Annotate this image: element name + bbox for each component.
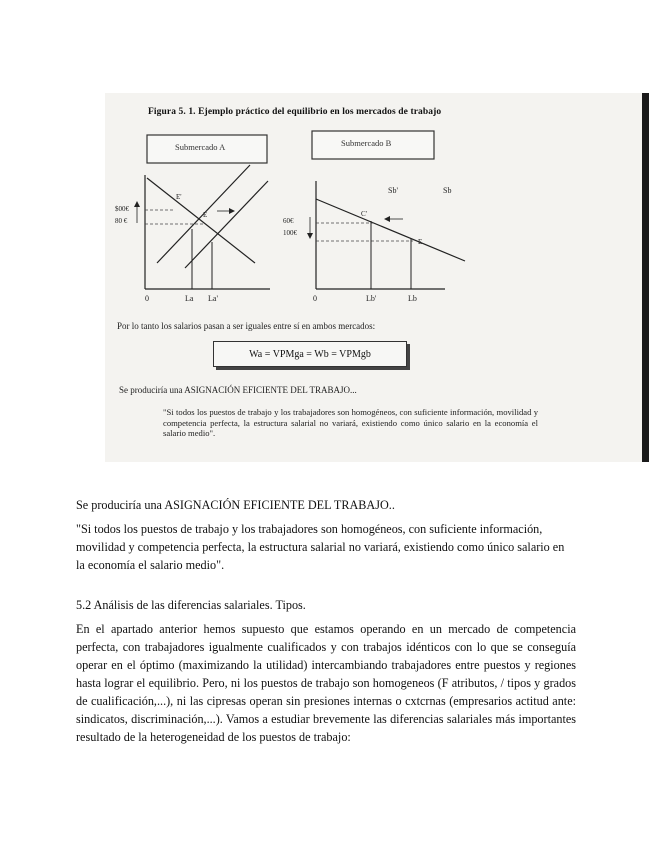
graph-a-x-label-la: La [185, 294, 194, 303]
graph-a-shift-arrow-head [229, 208, 235, 214]
graph-b-arrow-down-head [307, 233, 313, 239]
graph-a-origin: 0 [145, 294, 149, 303]
figure-title: Figura 5. 1. Ejemplo práctico del equilibrio en los mercados de trabajo [148, 107, 442, 117]
graph-a-x-label-la2: La' [208, 294, 218, 303]
section-paragraph: En el apartado anterior hemos supuesto que estamos operando en un mercado de competencia perfecta, con trabajadores igualmente cualificados y con trabajos idénticos con lo que se conseguía operar en el óptimo (maximizando la utilidad) intercambiando trabajadores entre puestos y regiones hasta lograr el equilibrio. Pero, ni los puestos de trabajo son homogeneos (F atributos, / tipos y grados de cualificación,...), ni las cipresas operan sin presiones internas o cxtcrnas (empresarios actitud ante: sindicatos, discriminación,...). Vamos a estudiar brevemente las diferencias salariales más importantes resultado de la heterogeneidad de los puestos de trabajo: [76, 622, 576, 744]
graph-b-x-label-lb: Lb [408, 294, 417, 303]
section-heading: 5.2 Análisis de las diferencias salariales. Tipos. [76, 598, 306, 612]
figure-text-efficient-allocation: Se produciría una ASIGNACIÓN EFICIENTE DEL TRABAJO... [119, 385, 357, 395]
graph-a-y-label-2: 80 € [115, 217, 128, 225]
graph-a-y-label-1: $00€ [115, 205, 129, 213]
figure-text-salaries-equal: Por lo tanto los salarios pasan a ser iguales entre sí en ambos mercados: [117, 321, 376, 331]
graph-b-y-label-2: 100€ [283, 229, 297, 237]
equation-box: Wa = VPMga = Wb = VPMgb [213, 341, 407, 367]
graph-a-shifted-supply [185, 181, 268, 268]
homogeneous-quote: "Si todos los puestos de trabajo y los trabajadores son homogéneos, con suficiente información, movilidad y competencia perfecta, la estructura salarial no variará, existiendo como único salario en la economía el salario medio". [76, 522, 565, 572]
scanned-figure [105, 93, 649, 462]
graph-a-arrow-up-head [134, 201, 140, 207]
graph-a-point-e-prime: E' [176, 193, 182, 201]
efficient-allocation-line: Se produciría una ASIGNACIÓN EFICIENTE DEL TRABAJO.. [76, 498, 395, 512]
submarket-b-label: Submercado B [341, 138, 392, 148]
graph-b-demand-curve [316, 199, 465, 261]
scan-dark-edge [642, 93, 649, 462]
graph-b-point-e: E [418, 238, 423, 246]
graph-b-shift-arrow-head [384, 216, 390, 222]
graph-b-origin: 0 [313, 294, 317, 303]
graph-b-curve-sb-prime: Sb' [388, 186, 398, 195]
graph-b-x-label-lb2: Lb' [366, 294, 377, 303]
submarket-a-label: Submercado A [175, 142, 226, 152]
graph-a-point-e: E [203, 211, 208, 219]
graph-b-curve-sb: Sb [443, 186, 452, 195]
graph-b-point-c-prime: C' [361, 210, 367, 218]
figure-quote: "Si todos los puestos de trabajo y los trabajadores son homogéneos, con suficiente información, movilidad y competencia perfecta, la estructura salarial no variará, existiendo como único salario en la economía el salario medio". [163, 407, 538, 438]
graph-a-demand-curve [147, 178, 255, 263]
graph-b-y-label-1: 60€ [283, 217, 294, 225]
